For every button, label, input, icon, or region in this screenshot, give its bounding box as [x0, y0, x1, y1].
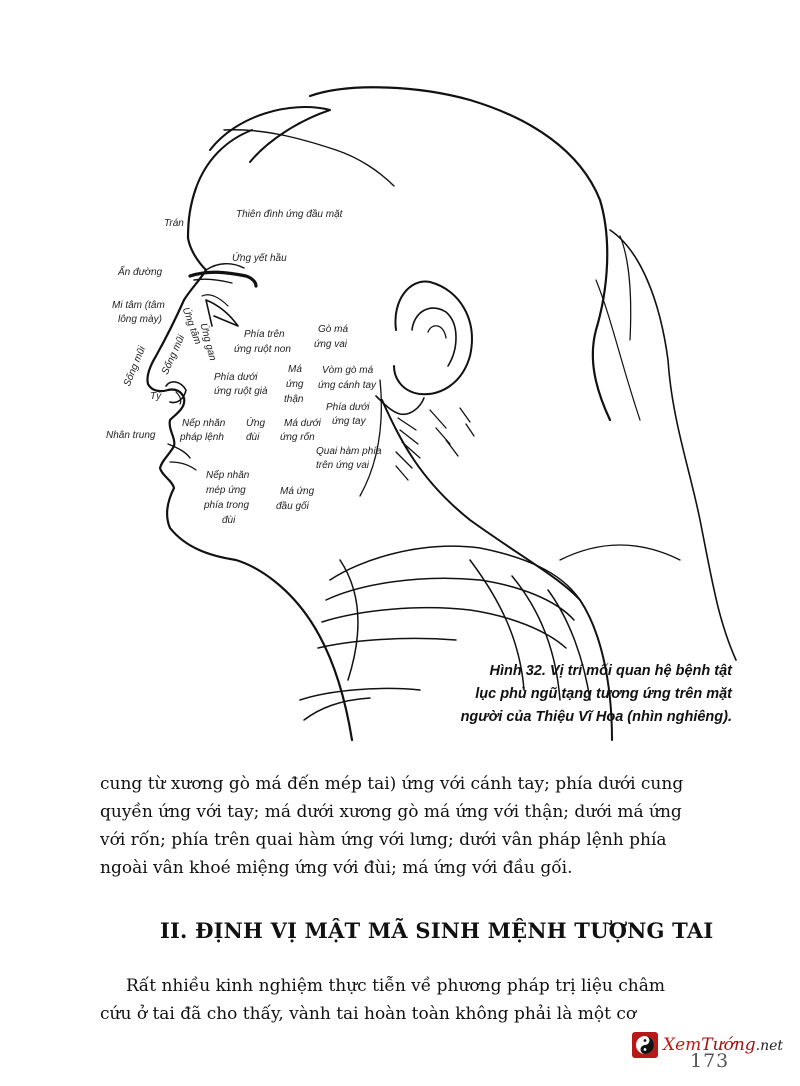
label-an-duong: Ấn đường — [118, 267, 163, 278]
body-paragraph — [100, 972, 732, 1028]
label-mi-tam-2: lông mày) — [118, 314, 162, 325]
caption-line: Hình 32. Vị trí mối quan hệ bệnh tật — [489, 663, 732, 679]
caption-line: người của Thiệu Vĩ Hoa (nhìn nghiêng). — [460, 709, 732, 725]
label-ma-ung-than-2: ứng — [286, 379, 304, 390]
label-nep-mep-2: mép ứng — [206, 485, 246, 496]
label-thien-dinh: Thiên đình ứng đầu mặt — [236, 209, 343, 220]
yin-yang-logo-icon — [632, 1032, 658, 1058]
figure-caption — [420, 660, 732, 729]
label-ung-dui-2: đùi — [246, 432, 260, 443]
label-vom-go-ma-1: Vòm gò má — [322, 365, 374, 376]
label-ung-tam: Ứng tâm — [179, 306, 204, 346]
label-ma-duoi-2: ứng rốn — [280, 432, 315, 443]
eye — [206, 300, 238, 326]
label-nhan-trung: Nhân trung — [106, 430, 156, 441]
text-line: Rất nhiều kinh nghiệm thực tiễn về phương pháp trị liệu châm — [126, 976, 665, 996]
back-hair — [610, 230, 736, 660]
label-ma-ung-than-1: Má — [288, 364, 302, 375]
label-song-mui-1: Sống mũi — [122, 344, 149, 389]
caption-line: lục phủ ngũ tạng tương ứng trên mặt — [475, 686, 732, 702]
label-nep-nhan-2: pháp lệnh — [180, 432, 224, 443]
label-nep-nhan-1: Nếp nhăn — [182, 418, 226, 429]
watermark-brand-b: Tướng — [701, 1035, 756, 1055]
body-paragraph — [100, 770, 732, 882]
label-quai-ham-2: trên ứng vai — [316, 460, 370, 471]
label-ma-duoi-1: Má dưới — [284, 418, 321, 429]
label-ung-yet-hau: Ứng yết hầu — [232, 253, 287, 264]
label-ma-ung-dau-goi-1: Má ứng — [280, 486, 315, 497]
label-mi-tam-1: Mi tâm (tâm — [112, 300, 165, 311]
label-phia-duoi-2: ứng ruột già — [214, 386, 268, 397]
site-watermark — [632, 1032, 783, 1058]
label-tran: Trán — [164, 218, 184, 229]
label-ung-gan: Ứng gan — [197, 322, 218, 363]
label-phia-duoi-1: Phía dưới — [214, 372, 258, 383]
label-quai-ham-1: Quai hàm phía — [316, 446, 382, 457]
label-nep-mep-1: Nếp nhăn — [206, 470, 250, 481]
label-phia-duoi-tay-2: ứng tay — [332, 416, 366, 427]
section-heading: II. ĐỊNH VỊ MẬT MÃ SINH MỆNH TƯỢNG TAI — [160, 918, 714, 943]
hair-line-front — [196, 130, 252, 188]
label-ma-ung-than-3: thận — [284, 394, 304, 405]
label-phia-tren-1: Phía trên — [244, 329, 285, 340]
text-line: quyền ứng với tay; má dưới xương gò má ứng với thận; dưới má ứng — [100, 802, 682, 822]
label-phia-duoi-tay-1: Phía dưới — [326, 402, 370, 413]
hair-strand — [224, 130, 394, 186]
label-ma-ung-dau-goi-2: đầu gối — [276, 501, 309, 512]
watermark-brand-a: Xem — [663, 1035, 702, 1055]
text-line: cứu ở tai đã cho thấy, vành tai hoàn toàn không phải là một cơ — [100, 1004, 637, 1024]
ear — [394, 282, 472, 395]
label-go-ma-1: Gò má — [318, 324, 349, 335]
watermark-text — [663, 1035, 783, 1055]
label-ty: Tỷ — [150, 391, 162, 402]
label-go-ma-2: ứng vai — [314, 339, 348, 350]
label-phia-tren-2: ứng ruột non — [234, 344, 291, 355]
neck-hatching — [396, 408, 474, 480]
label-nep-mep-3: phía trong — [204, 500, 250, 511]
watermark-brand-c: .net — [755, 1038, 784, 1054]
label-song-mui-2: Sống mũi — [160, 333, 188, 377]
label-ung-dui-1: Ứng — [246, 418, 266, 429]
text-line: ngoài vân khoé miệng ứng với đùi; má ứng với đầu gối. — [100, 858, 573, 878]
page-number: 173 — [690, 1050, 730, 1072]
label-vom-go-ma-2: ứng cánh tay — [318, 380, 377, 391]
text-line: cung từ xương gò má đến mép tai) ứng với cánh tay; phía dưới cung — [100, 774, 684, 794]
text-line: với rốn; phía trên quai hàm ứng với lưng; dưới vân pháp lệnh phía — [100, 830, 667, 850]
label-nep-mep-4: đùi — [222, 515, 236, 526]
hair-fold — [210, 107, 330, 162]
